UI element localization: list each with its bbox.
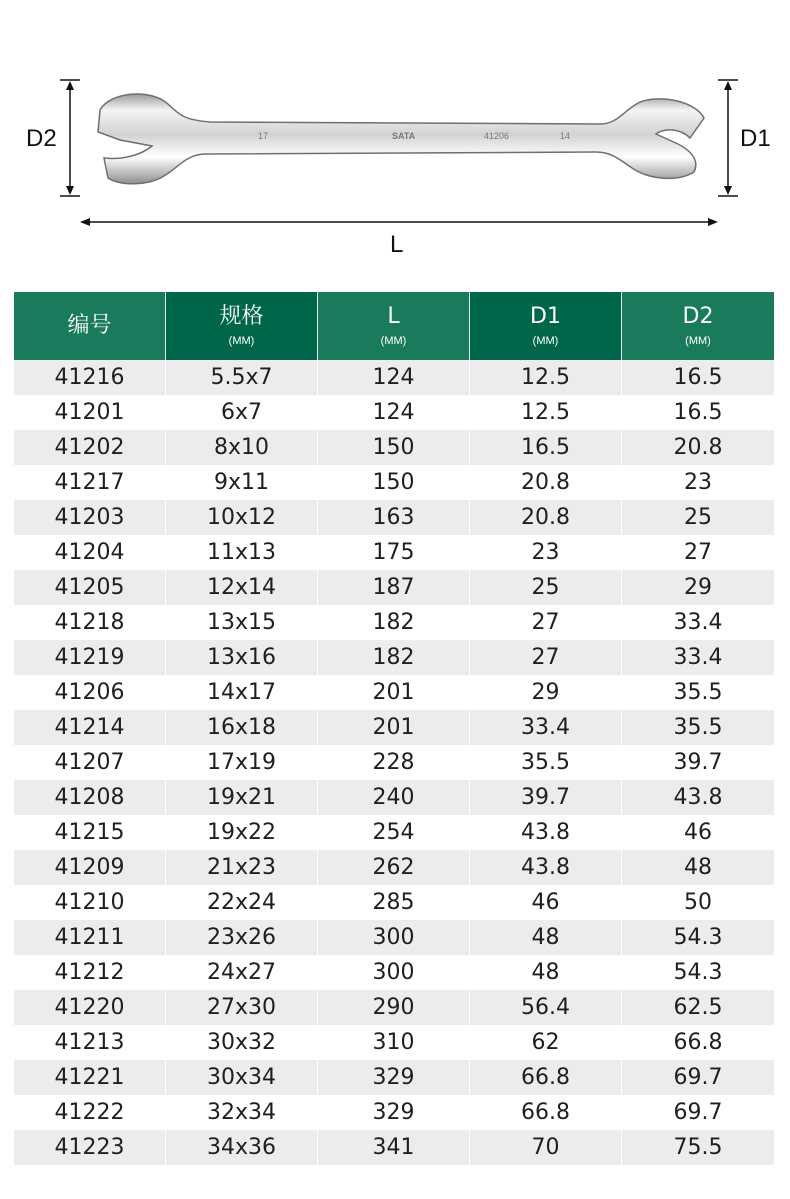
- cell-d2: 25: [622, 500, 774, 535]
- cell-code: 41221: [14, 1060, 166, 1095]
- cell-code: 41209: [14, 850, 166, 885]
- cell-d2: 54.3: [622, 955, 774, 990]
- cell-d1: 35.5: [470, 745, 622, 780]
- cell-length: 290: [318, 990, 470, 1025]
- cell-spec: 21x23: [166, 850, 318, 885]
- cell-length: 150: [318, 465, 470, 500]
- cell-d2: 16.5: [622, 395, 774, 430]
- table-row: [14, 675, 774, 710]
- cell-d1: 66.8: [470, 1060, 622, 1095]
- cell-spec: 9x11: [166, 465, 318, 500]
- cell-d1: 16.5: [470, 430, 622, 465]
- table-row: [14, 395, 774, 430]
- cell-length: 163: [318, 500, 470, 535]
- cell-d1: 46: [470, 885, 622, 920]
- cell-d2: 16.5: [622, 360, 774, 395]
- cell-code: 41218: [14, 605, 166, 640]
- table-row: [14, 850, 774, 885]
- d1-dimension: [718, 80, 771, 196]
- cell-d1: 43.8: [470, 850, 622, 885]
- header-d2: D2 (MM): [622, 292, 774, 360]
- cell-d2: 29: [622, 570, 774, 605]
- cell-d2: 62.5: [622, 990, 774, 1025]
- cell-d2: 20.8: [622, 430, 774, 465]
- header-code: 编号: [14, 292, 166, 360]
- cell-d2: 50: [622, 885, 774, 920]
- cell-spec: 19x22: [166, 815, 318, 850]
- cell-d1: 27: [470, 640, 622, 675]
- wrench-left-size: 17: [258, 131, 269, 141]
- cell-code: 41208: [14, 780, 166, 815]
- table-row: [14, 1060, 774, 1095]
- cell-code: 41215: [14, 815, 166, 850]
- cell-spec: 30x34: [166, 1060, 318, 1095]
- d2-dimension: [26, 80, 80, 196]
- cell-spec: 13x16: [166, 640, 318, 675]
- cell-d1: 23: [470, 535, 622, 570]
- table-row: [14, 640, 774, 675]
- cell-d1: 12.5: [470, 360, 622, 395]
- table-row: [14, 780, 774, 815]
- cell-d2: 66.8: [622, 1025, 774, 1060]
- cell-spec: 24x27: [166, 955, 318, 990]
- cell-d1: 25: [470, 570, 622, 605]
- table-row: [14, 430, 774, 465]
- cell-code: 41207: [14, 745, 166, 780]
- cell-code: 41210: [14, 885, 166, 920]
- table-row: [14, 570, 774, 605]
- cell-code: 41219: [14, 640, 166, 675]
- cell-code: 41206: [14, 675, 166, 710]
- cell-code: 41203: [14, 500, 166, 535]
- header-l: L (MM): [318, 292, 470, 360]
- cell-length: 285: [318, 885, 470, 920]
- cell-code: 41216: [14, 360, 166, 395]
- cell-d2: 54.3: [622, 920, 774, 955]
- table-row: [14, 360, 774, 395]
- cell-d2: 69.7: [622, 1060, 774, 1095]
- cell-length: 201: [318, 675, 470, 710]
- table-row: [14, 990, 774, 1025]
- wrench-image: [98, 94, 704, 184]
- cell-d1: 39.7: [470, 780, 622, 815]
- cell-d1: 27: [470, 605, 622, 640]
- cell-spec: 11x13: [166, 535, 318, 570]
- cell-d1: 33.4: [470, 710, 622, 745]
- table-row: [14, 465, 774, 500]
- cell-code: 41211: [14, 920, 166, 955]
- l-dimension: [80, 218, 718, 258]
- table-body: [14, 360, 774, 1165]
- cell-d1: 56.4: [470, 990, 622, 1025]
- cell-d1: 66.8: [470, 1095, 622, 1130]
- label-l: L: [390, 231, 404, 258]
- wrench-brand: SATA: [392, 131, 416, 141]
- wrench-dimension-diagram: [0, 0, 790, 270]
- table-row: [14, 710, 774, 745]
- cell-d1: 43.8: [470, 815, 622, 850]
- cell-length: 262: [318, 850, 470, 885]
- cell-code: 41205: [14, 570, 166, 605]
- cell-spec: 19x21: [166, 780, 318, 815]
- cell-length: 341: [318, 1130, 470, 1165]
- cell-spec: 8x10: [166, 430, 318, 465]
- wrench-model: 41206: [484, 131, 510, 141]
- cell-spec: 30x32: [166, 1025, 318, 1060]
- label-d2: D2: [26, 125, 57, 152]
- cell-d1: 48: [470, 920, 622, 955]
- cell-d1: 20.8: [470, 465, 622, 500]
- table-row: [14, 955, 774, 990]
- cell-code: 41201: [14, 395, 166, 430]
- cell-length: 329: [318, 1095, 470, 1130]
- cell-length: 150: [318, 430, 470, 465]
- cell-code: 41212: [14, 955, 166, 990]
- cell-length: 182: [318, 605, 470, 640]
- table-row: [14, 605, 774, 640]
- spec-table: [14, 292, 774, 1165]
- cell-length: 201: [318, 710, 470, 745]
- table-row: [14, 920, 774, 955]
- cell-d2: 46: [622, 815, 774, 850]
- cell-length: 175: [318, 535, 470, 570]
- cell-code: 41220: [14, 990, 166, 1025]
- cell-code: 41217: [14, 465, 166, 500]
- cell-length: 300: [318, 920, 470, 955]
- cell-code: 41214: [14, 710, 166, 745]
- cell-length: 254: [318, 815, 470, 850]
- cell-length: 124: [318, 360, 470, 395]
- cell-d1: 70: [470, 1130, 622, 1165]
- cell-spec: 34x36: [166, 1130, 318, 1165]
- cell-d2: 35.5: [622, 710, 774, 745]
- cell-length: 240: [318, 780, 470, 815]
- cell-spec: 27x30: [166, 990, 318, 1025]
- cell-code: 41213: [14, 1025, 166, 1060]
- cell-spec: 5.5x7: [166, 360, 318, 395]
- cell-length: 310: [318, 1025, 470, 1060]
- table-row: [14, 745, 774, 780]
- cell-d2: 23: [622, 465, 774, 500]
- cell-d1: 20.8: [470, 500, 622, 535]
- cell-length: 228: [318, 745, 470, 780]
- cell-spec: 14x17: [166, 675, 318, 710]
- cell-code: 41204: [14, 535, 166, 570]
- cell-spec: 23x26: [166, 920, 318, 955]
- cell-d2: 75.5: [622, 1130, 774, 1165]
- cell-spec: 12x14: [166, 570, 318, 605]
- cell-code: 41223: [14, 1130, 166, 1165]
- cell-code: 41222: [14, 1095, 166, 1130]
- cell-d2: 27: [622, 535, 774, 570]
- table-row: [14, 815, 774, 850]
- cell-spec: 22x24: [166, 885, 318, 920]
- label-d1: D1: [740, 125, 771, 152]
- cell-length: 187: [318, 570, 470, 605]
- cell-d1: 48: [470, 955, 622, 990]
- cell-spec: 6x7: [166, 395, 318, 430]
- cell-length: 182: [318, 640, 470, 675]
- header-d1: D1 (MM): [470, 292, 622, 360]
- table-header-row: [14, 292, 774, 360]
- table-row: [14, 1095, 774, 1130]
- cell-spec: 10x12: [166, 500, 318, 535]
- table-row: [14, 535, 774, 570]
- header-spec: 规格 (MM): [166, 292, 318, 360]
- cell-d2: 33.4: [622, 605, 774, 640]
- table-row: [14, 885, 774, 920]
- cell-spec: 13x15: [166, 605, 318, 640]
- table-row: [14, 500, 774, 535]
- cell-d2: 33.4: [622, 640, 774, 675]
- cell-spec: 32x34: [166, 1095, 318, 1130]
- cell-code: 41202: [14, 430, 166, 465]
- wrench-right-size: 14: [560, 131, 571, 141]
- cell-d1: 29: [470, 675, 622, 710]
- cell-spec: 17x19: [166, 745, 318, 780]
- table-row: [14, 1025, 774, 1060]
- cell-d2: 39.7: [622, 745, 774, 780]
- cell-d2: 35.5: [622, 675, 774, 710]
- cell-length: 329: [318, 1060, 470, 1095]
- table-row: [14, 1130, 774, 1165]
- cell-d1: 62: [470, 1025, 622, 1060]
- cell-spec: 16x18: [166, 710, 318, 745]
- cell-d2: 69.7: [622, 1095, 774, 1130]
- cell-length: 124: [318, 395, 470, 430]
- cell-d1: 12.5: [470, 395, 622, 430]
- cell-d2: 43.8: [622, 780, 774, 815]
- cell-length: 300: [318, 955, 470, 990]
- cell-d2: 48: [622, 850, 774, 885]
